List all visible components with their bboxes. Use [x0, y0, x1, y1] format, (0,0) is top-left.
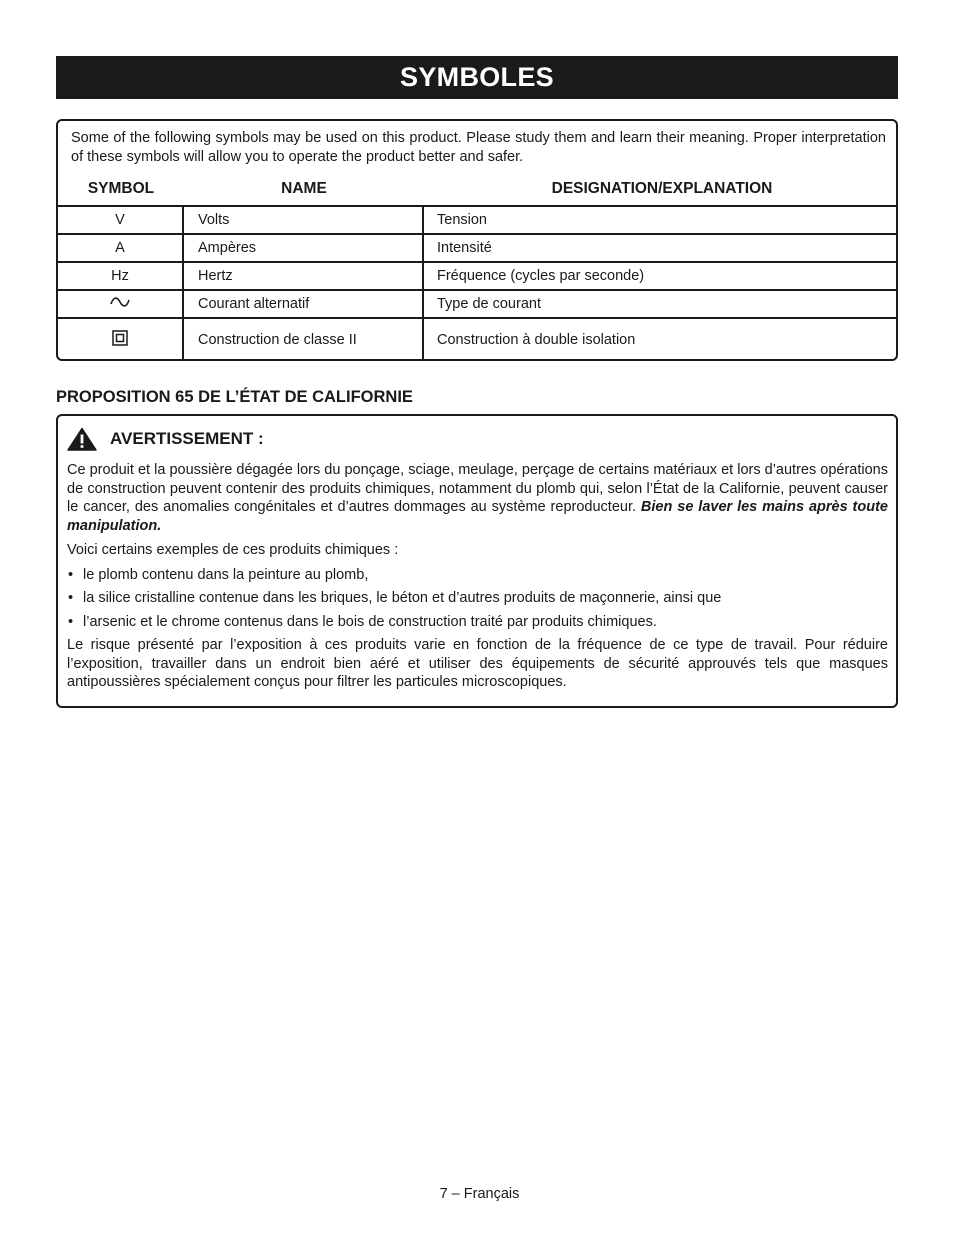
name-cell: Courant alternatif	[183, 290, 423, 318]
list-item: • le plomb contenu dans la peinture au plomb,	[67, 566, 888, 585]
examples-intro: Voici certains exemples de ces produits chimiques :	[67, 542, 399, 558]
designation-cell: Intensité	[423, 234, 898, 262]
list-item: • l’arsenic et le chrome contenus dans le bois de construction traité par produits chimiques.	[67, 613, 888, 632]
warning-title: AVERTISSEMENT :	[110, 429, 264, 448]
symbol-cell	[58, 290, 183, 318]
warning-triangle-icon	[67, 427, 97, 451]
header-symbol: SYMBOL	[87, 180, 155, 197]
symbol-cell	[58, 318, 183, 361]
page-title: SYMBOLES	[56, 56, 898, 99]
table-row	[58, 234, 898, 262]
symbol-cell: Hz	[58, 262, 183, 290]
symbols-intro: Some of the following symbols may be used on this product. Please study them and learn their meaning. Proper interpretation of these symbols will allow you to operate the product better and safer.	[71, 130, 886, 165]
examples-list	[67, 566, 888, 632]
alternating-current-icon	[110, 296, 130, 312]
table-row	[58, 206, 898, 234]
symbols-table-box	[56, 119, 898, 361]
list-item: • la silice cristalline contenue dans les briques, le béton et d’autres produits de maçonnerie, ainsi que	[67, 589, 888, 608]
warning-body	[67, 461, 888, 698]
warning-paragraph	[67, 461, 888, 535]
header-designation: DESIGNATION/EXPLANATION	[551, 180, 773, 197]
double-insulation-icon	[112, 330, 128, 350]
name-cell: Construction de classe II	[183, 318, 423, 361]
table-row	[58, 262, 898, 290]
name-cell: Hertz	[183, 262, 423, 290]
header-name: NAME	[281, 180, 327, 197]
symbols-table	[58, 205, 898, 361]
prop65-heading: PROPOSITION 65 DE L’ÉTAT DE CALIFORNIE	[56, 388, 413, 406]
designation-cell: Tension	[423, 206, 898, 234]
table-row	[58, 318, 898, 361]
warning-header	[67, 426, 264, 452]
warning-emphasis: Bien se laver les mains après toute manipulation.	[67, 499, 888, 534]
warning-box	[56, 414, 898, 708]
page-footer: 7 – Français	[439, 1186, 520, 1202]
risk-paragraph: Le risque présenté par l’exposition à ces produits varie en fonction de la fréquence de ce type de travail. Pour réduire l’exposition, travailler dans un endroit bien aéré et utiliser des équipements de sécurité approuvés tels que masques antipoussières spécialement conçus pour filtrer les particules microscopiques.	[67, 637, 888, 690]
name-cell: Ampères	[183, 234, 423, 262]
designation-cell: Type de courant	[423, 290, 898, 318]
symbol-cell: V	[58, 206, 183, 234]
name-cell: Volts	[183, 206, 423, 234]
warning-text: Ce produit et la poussière dégagée lors du ponçage, sciage, meulage, perçage de certains matériaux et lors d’autres opérations de construction peuvent contenir des produits chimiques, notamment du plomb qui, selon l’État de la Californie, peuvent causer le cancer, des anomalies congénitales et d’autres dommages au système reproducteur.	[67, 462, 888, 515]
table-row	[58, 290, 898, 318]
symbol-cell: A	[58, 234, 183, 262]
designation-cell: Fréquence (cycles par seconde)	[423, 262, 898, 290]
designation-cell: Construction à double isolation	[423, 318, 898, 361]
